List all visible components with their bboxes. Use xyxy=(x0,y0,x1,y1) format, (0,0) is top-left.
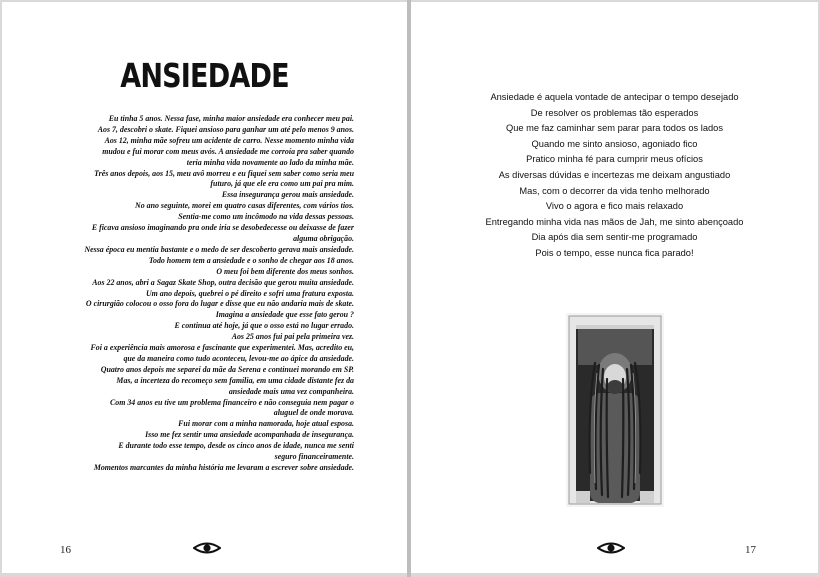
text-line: mudou e fui morar com meus avós. A ansiedade me corroía pra saber quando xyxy=(102,146,354,156)
poem-line: De resolver os problemas tão esperados xyxy=(530,107,699,118)
text-line: futuro, já que ele era como um pai pra mim. xyxy=(210,179,354,189)
body-text xyxy=(60,114,354,474)
poem-line: Quando me sinto ansioso, agoniado fico xyxy=(531,138,698,149)
poem-line: As diversas dúvidas e incertezas me deixam angustiado xyxy=(498,169,731,180)
page-title: ANSIEDADE xyxy=(120,56,289,95)
text-line: O meu foi bem diferente dos meus sonhos. xyxy=(216,266,354,276)
left-page xyxy=(2,2,407,573)
text-line: ansiedade mais uma vez companheira. xyxy=(228,386,354,396)
text-line: Aos 25 anos fui pai pela primeira vez. xyxy=(231,332,354,342)
text-line: Um ano depois, quebrei o pé direito e sofri uma fratura exposta. xyxy=(145,288,354,298)
text-line: E durante todo esse tempo, desde os cinco anos de idade, nunca me senti xyxy=(118,441,354,451)
text-line: que da maneira como tudo aconteceu, levou-me ao ápice da ansiedade. xyxy=(123,353,354,363)
text-line: seguro financeiramente. xyxy=(274,452,354,462)
text-line: Aos 7, descobri o skate. Fiquei ansioso para ganhar um até pelo menos 9 anos. xyxy=(97,124,354,134)
text-line: O cirurgião colocou o osso fora do lugar e disse que eu não andaria mais de skate. xyxy=(85,299,354,309)
text-line: E continua até hoje, já que o osso está no lugar errado. xyxy=(174,321,354,331)
text-line: teria minha vida novamente ao lado da minha mãe. xyxy=(186,157,354,167)
text-line: Nessa época eu mentia bastante e o medo de ser descoberto gerava mais ansiedade. xyxy=(84,244,354,254)
text-line: E ficava ansioso imaginando pra onde iria se desobedecesse ou deixasse de fazer xyxy=(91,223,354,233)
eye-icon xyxy=(597,541,625,555)
text-line: Isso me fez sentir uma ansiedade acompanhada de insegurança. xyxy=(145,430,354,440)
text-line: Mas, a incerteza do recomeço sem família, em uma cidade distante fez da xyxy=(116,375,354,385)
text-line: Eu tinha 5 anos. Nessa fase, minha maior ansiedade era conhecer meu pai. xyxy=(108,114,354,123)
text-line: Momentos marcantes da minha história me levaram a escrever sobre ansiedade. xyxy=(93,463,354,472)
text-line: Todo homem tem a ansiedade e o sonho de chegar aos 18 anos. xyxy=(148,255,354,265)
text-line: Sentia-me como um incômodo na vida dessas pessoas. xyxy=(178,212,354,222)
text-line: aluguel de onde morava. xyxy=(273,408,354,418)
text-line: alguma obrigação. xyxy=(293,233,354,243)
text-line: Três anos depois, aos 15, meu avô morreu e eu fiquei sem saber como seria meu xyxy=(94,168,354,178)
poem-line: Entregando minha vida nas mãos de Jah, me sinto abençoado xyxy=(485,216,744,227)
poem-line: Ansiedade é aquela vontade de antecipar o tempo desejado xyxy=(490,92,739,102)
poem-line: Dia após dia sem sentir-me programado xyxy=(531,232,698,243)
text-line: Quatro anos depois me separei da mãe da Serena e continuei morando em SP. xyxy=(100,364,354,374)
page-number-left: 16 xyxy=(60,544,71,556)
text-line: Essa insegurança gerou mais ansiedade. xyxy=(221,190,354,200)
eye-icon xyxy=(193,541,221,555)
page-number-right: 17 xyxy=(745,544,756,556)
text-line: Aos 12, minha mãe sofreu um acidente de carro. Nesse momento minha vida xyxy=(104,135,354,145)
text-line: Imagina a ansiedade que esse fato gerou ? xyxy=(215,310,354,320)
poem-line: Pratico minha fé para cumprir meus ofícios xyxy=(526,154,703,165)
text-line: Fui morar com a minha namorada, hoje atual esposa. xyxy=(178,419,354,429)
right-page xyxy=(411,2,818,573)
text-line: Com 34 anos eu tive um problema financeiro e não conseguia nem pagar o xyxy=(110,397,354,407)
text-line: Aos 22 anos, abri a Sagaz Skate Shop, outra decisão que gerou muita ansiedade. xyxy=(92,277,354,287)
poem-line: Pois o tempo, esse nunca fica parado! xyxy=(535,247,694,258)
text-line: Foi a experiência mais amorosa e fascinante que experimentei. Mas, acredito eu, xyxy=(90,343,354,353)
poem-line: Mas, com o decorrer da vida tenho melhorado xyxy=(519,185,710,196)
text-line: No ano seguinte, morei em quatro casas diferentes, com vários tios. xyxy=(135,201,354,211)
portrait-photo xyxy=(566,313,664,507)
poem xyxy=(411,90,818,262)
poem-line: Que me faz caminhar sem parar para todos os lados xyxy=(505,123,724,134)
poem-line: Vivo o agora e fico mais relaxado xyxy=(545,201,684,212)
